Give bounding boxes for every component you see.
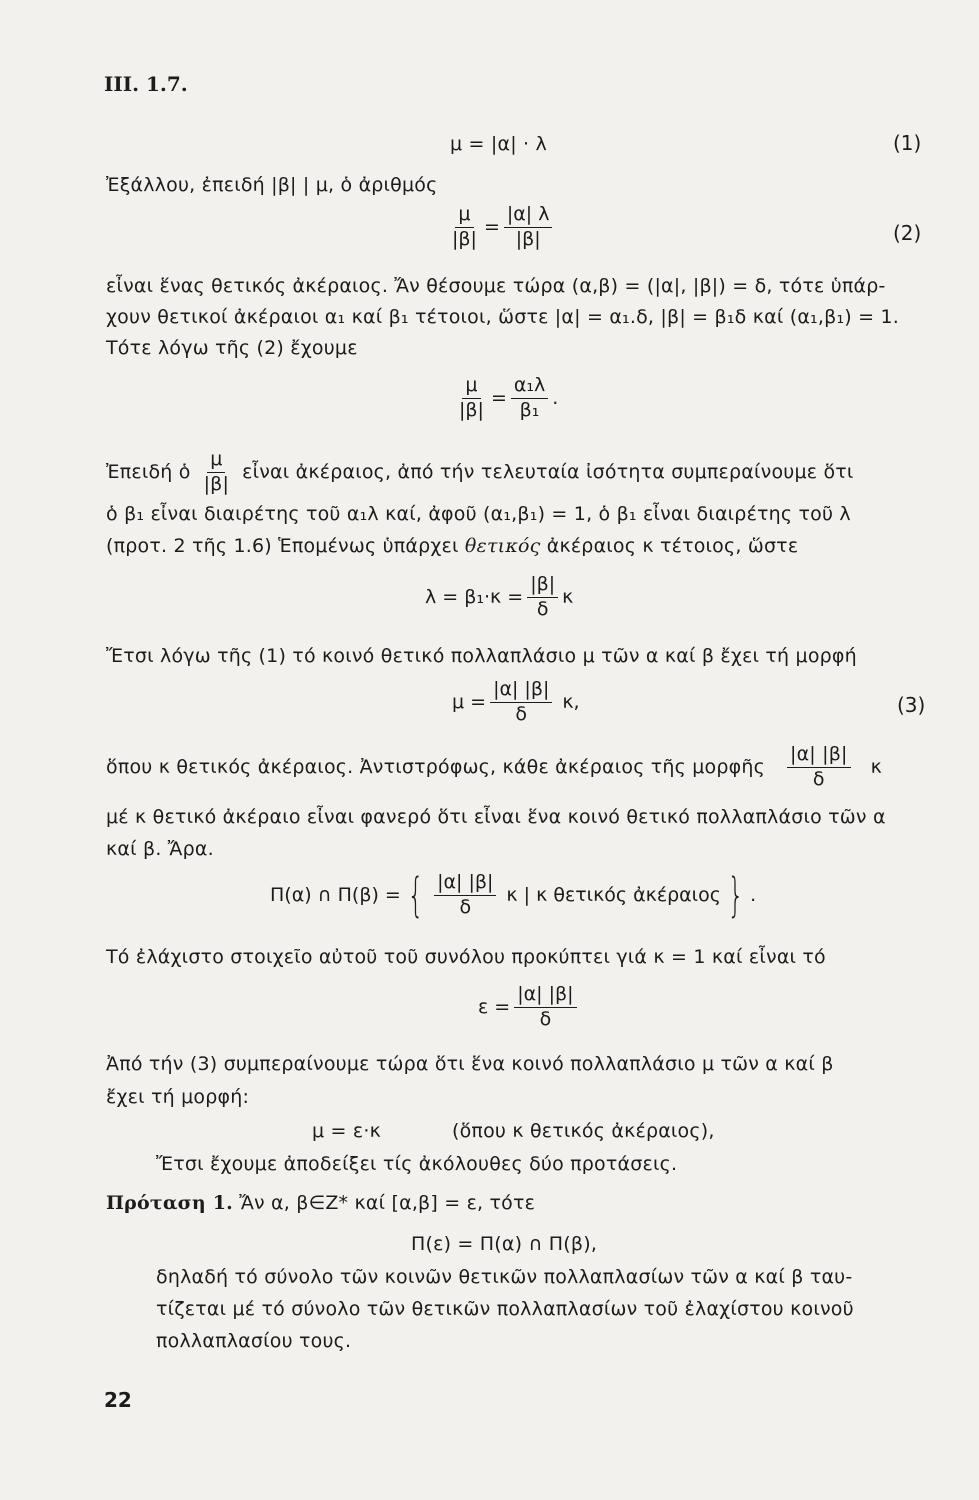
numerator: |β| [527,575,558,598]
numerator: |α| λ [504,205,553,228]
denominator: δ [536,597,549,620]
numerator: |α| |β| [514,985,576,1008]
text-line: ὁ β₁ εἶναι διαιρέτης τοῦ α₁λ καί, ἀφοῦ (α₁,β₁) = 1, ὁ β₁ εἶναι διαιρέτης τοῦ λ [106,503,851,525]
equals-sign: = [483,216,500,239]
equation-1: μ = |α| · λ [450,133,547,155]
text-line: μέ κ θετικό ἀκέραιο εἶναι φανερό ὅτι εἶναι ἕνα κοινό θετικό πολλαπλάσιο τῶν α [106,806,886,828]
equation-3 [452,680,580,725]
equation-mu: μ = ε·κ [312,1120,381,1142]
text-span: ἀκέραιος κ τέτοιος, ὥστε [546,535,799,557]
text-line: Ἔτσι λόγω τῆς (1) τό κοινό θετικό πολλαπλάσιο μ τῶν α καί β ἔχει τή μορφή [106,645,857,667]
equation-3-number: (3) [897,693,926,717]
fraction [787,745,851,790]
numerator: |α| |β| [787,745,851,768]
text-line: Τό ἐλάχιστο στοιχεῖο αὐτοῦ τοῦ συνόλου προκύπτει γιά κ = 1 καί εἶναι τό [106,946,826,968]
text-span: (προτ. 2 τῆς 1.6) Ἑπομένως ὑπάρχει [106,535,459,557]
numerator: μ [207,450,225,473]
equation-set [270,868,757,922]
expression: ε = [478,996,511,1019]
text-line: Ἐξάλλου, ἐπειδή |β| | μ, ὁ ἀριθμός [106,174,438,196]
fraction [490,680,552,725]
text-line: χουν θετικοί ἀκέραιοι α₁ καί β₁ τέτοιοι, ὥστε |α| = α₁.δ, |β| = β₁δ καί (α₁,β₁) = 1. [106,306,899,328]
expression: κ, [562,691,580,714]
denominator: δ [515,702,528,725]
denominator: δ [539,1007,552,1030]
numerator: |α| |β| [490,680,552,703]
denominator: β₁ [519,398,540,421]
text-line: πολλαπλασίου τους. [156,1330,352,1352]
text-span: Ἐπειδή ὁ [106,461,191,484]
numerator: |α| |β| [434,873,496,896]
expression: λ = β₁·κ = [425,586,524,609]
text-line: Ἀπό τήν (3) συμπεραίνουμε τώρα ὅτι ἕνα κοινό πολλαπλάσιο μ τῶν α καί β [106,1053,834,1075]
right-brace: } [727,868,744,922]
equation-note: (ὅπου κ θετικός ἀκέραιος), [452,1120,715,1142]
text-line-with-fraction [106,745,882,790]
text-line: εἶναι ἕνας θετικός ἀκέραιος. Ἄν θέσουμε τώρα (α,β) = (|α|, |β|) = δ, τότε ὑπάρ- [106,275,886,297]
numerator: μ [455,205,473,228]
section-header: ΙΙΙ. 1.7. [104,72,188,96]
text-line: καί β. Ἄρα. [106,838,214,860]
equation-lambda [425,575,573,620]
denominator: |β| [459,398,484,421]
denominator: δ [812,767,825,790]
expression: μ = [452,691,487,714]
fraction [504,205,553,250]
equation-proposition: Π(ε) = Π(α) ∩ Π(β), [411,1233,598,1255]
denominator: |β| [203,472,230,495]
text-span: κ [870,756,883,779]
text-line: Ἔτσι ἔχουμε ἀποδείξει τίς ἀκόλουθες δύο προτάσεις. [156,1153,678,1175]
fraction [449,205,480,250]
proposition-label: Πρόταση 1. [106,1192,233,1214]
equals-sign: = [490,387,507,410]
text-line: δηλαδή τό σύνολο τῶν κοινῶν θετικῶν πολλαπλασίων τῶν α καί β ταυ- [156,1266,853,1288]
denominator: |β| [515,227,541,250]
fraction [511,376,548,421]
text-line [106,535,798,557]
equation-1-number: (1) [893,131,922,155]
numerator: μ [462,376,480,399]
fraction [456,376,487,421]
page-number: 22 [104,1388,132,1412]
proposition-text: Ἄν α, β∈Z* καί [α,β] = ε, τότε [239,1192,536,1214]
equation-2 [445,205,556,250]
italic-word: θετικός [464,535,541,557]
expression: Π(α) ∩ Π(β) = [270,884,401,906]
fraction [527,575,558,620]
denominator: δ [459,895,472,918]
denominator: |β| [452,227,477,250]
proposition-line [106,1192,535,1214]
text-span: εἶναι ἀκέραιος, ἀπό τήν τελευταία ἰσότητα συμπεραίνουμε ὅτι [242,461,854,484]
text-line-with-fraction [106,450,854,495]
text-span: ὅπου κ θετικός ἀκέραιος. Ἀντιστρόφως, κάθε ἀκέραιος τῆς μορφῆς [106,756,765,779]
set-condition: κ | κ θετικός ἀκέραιος [506,884,721,906]
fraction [514,985,576,1030]
period: . [552,387,559,410]
text-line: τίζεται μέ τό σύνολο τῶν θετικῶν πολλαπλασίων τοῦ ἐλαχίστου κοινοῦ [156,1298,854,1320]
expression: κ [562,586,574,609]
text-line: Τότε λόγω τῆς (2) ἔχουμε [106,337,358,359]
left-brace: { [407,868,424,922]
fraction [201,450,233,495]
fraction [434,870,496,918]
equation-ratio [452,376,558,421]
equation-2-number: (2) [893,221,922,245]
text-line: ἔχει τή μορφή: [106,1086,250,1108]
period: . [750,884,757,906]
equation-epsilon [478,985,581,1030]
numerator: α₁λ [511,376,548,399]
